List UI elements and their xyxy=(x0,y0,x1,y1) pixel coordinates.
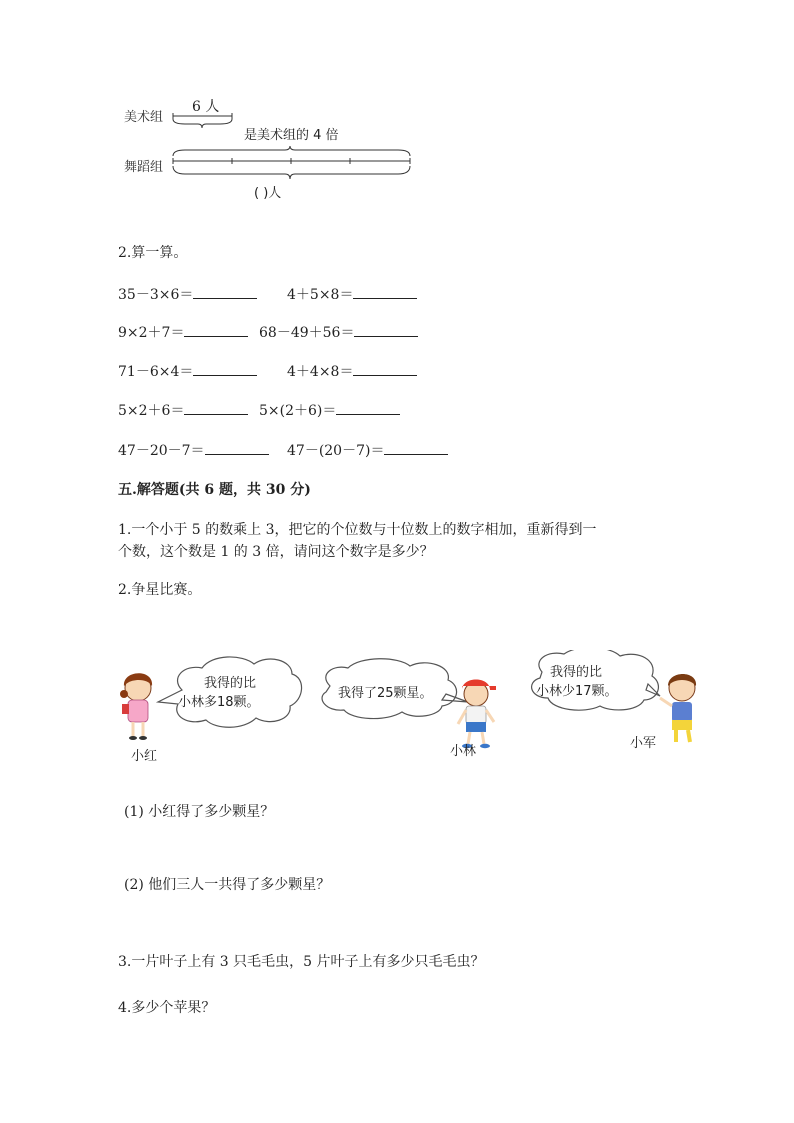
bubble2-text: 我得了25颗星。 xyxy=(338,686,433,701)
question-2: 2.争星比赛。 xyxy=(118,582,202,598)
name-xiaojun: 小军 xyxy=(630,736,657,751)
dance-group-answer: ( )人 xyxy=(254,186,282,201)
calc-item: 9×2＋7＝ xyxy=(118,322,248,343)
question-1-line2: 个数，这个数是 1 的 3 倍，请问这个数字是多少？ xyxy=(118,544,434,560)
calc-item: 35－3×6＝ xyxy=(118,284,257,305)
calc-item: 47－20－7＝ xyxy=(118,440,269,461)
answer-blank[interactable] xyxy=(193,284,257,299)
answer-blank[interactable] xyxy=(336,400,400,415)
question-1-line1: 1.一个小于 5 的数乘上 3，把它的个位数与十位数上的数字相加，重新得到一 xyxy=(118,522,597,538)
answer-blank[interactable] xyxy=(205,440,269,455)
calc-item: 4＋5×8＝ xyxy=(287,284,417,305)
xiaohong-figure xyxy=(120,673,152,740)
multiple-caption: 是美术组的 4 倍 xyxy=(244,128,339,143)
calc-item: 5×(2＋6)＝ xyxy=(259,400,400,421)
bubble1-text: 我得的比 小林多18颗。 xyxy=(178,676,260,710)
calc-item: 71－6×4＝ xyxy=(118,361,257,382)
name-xiaohong: 小红 xyxy=(131,749,158,764)
name-xiaolin: 小林 xyxy=(450,744,477,759)
answer-blank[interactable] xyxy=(353,361,417,376)
art-group-label: 美术组 xyxy=(124,110,164,125)
star-contest-illustration xyxy=(112,650,712,765)
segment-diagram xyxy=(120,96,420,206)
xiaolin-figure xyxy=(458,680,496,749)
section2-title: 2.算一算。 xyxy=(118,245,188,261)
sub-question-2: (2) 他们三人一共得了多少颗星？ xyxy=(124,877,331,893)
question-3: 3.一片叶子上有 3 只毛毛虫，5 片叶子上有多少只毛毛虫？ xyxy=(118,954,485,970)
answer-blank[interactable] xyxy=(354,322,418,337)
answer-blank[interactable] xyxy=(384,440,448,455)
answer-blank[interactable] xyxy=(184,322,248,337)
calc-item: 4＋4×8＝ xyxy=(287,361,417,382)
xiaojun-figure xyxy=(660,674,696,742)
art-group-value: 6 人 xyxy=(192,99,220,115)
dance-group-label: 舞蹈组 xyxy=(124,160,164,175)
calc-item: 5×2＋6＝ xyxy=(118,400,248,421)
calc-item: 68－49＋56＝ xyxy=(259,322,418,343)
segment-lines xyxy=(120,96,420,206)
bubble3-text: 我得的比 小林少17颗。 xyxy=(536,665,618,699)
answer-blank[interactable] xyxy=(184,400,248,415)
sub-question-1: (1) 小红得了多少颗星？ xyxy=(124,804,275,820)
section5-title: 五.解答题(共 6 题，共 30 分) xyxy=(118,482,311,498)
calc-item: 47－(20－7)＝ xyxy=(287,440,448,461)
question-4: 4.多少个苹果？ xyxy=(118,1000,216,1016)
answer-blank[interactable] xyxy=(193,361,257,376)
answer-blank[interactable] xyxy=(353,284,417,299)
